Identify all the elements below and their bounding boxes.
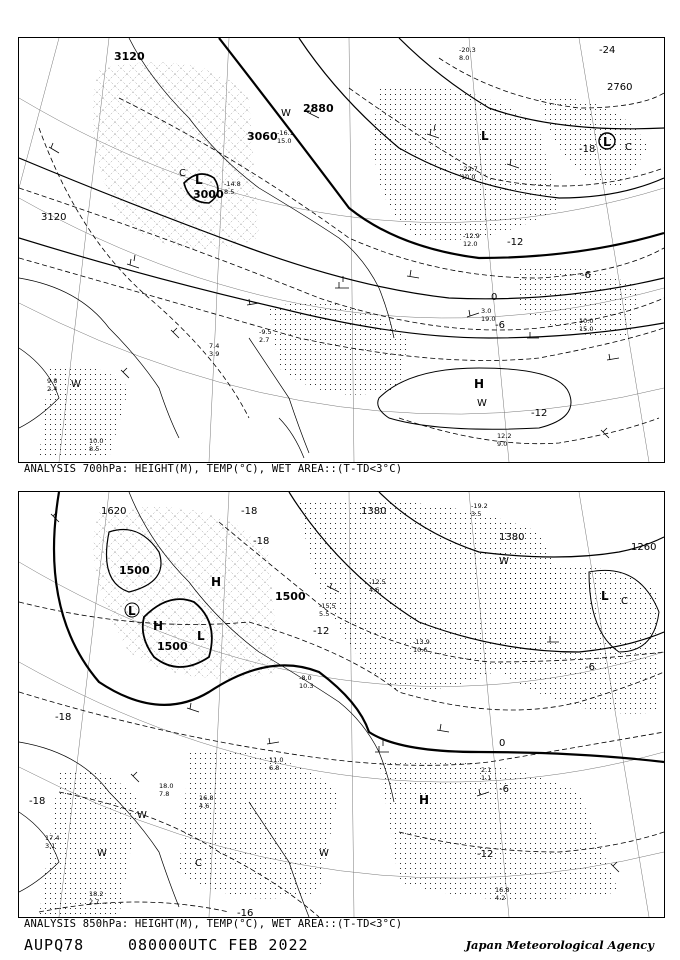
svg-text:3.1: 3.1: [45, 842, 56, 850]
svg-text:-22.7: -22.7: [461, 165, 478, 173]
svg-text:-20.3: -20.3: [459, 46, 476, 54]
chart-700hpa-svg: [19, 38, 664, 462]
svg-text:7.8: 7.8: [159, 790, 170, 798]
svg-text:3.5: 3.5: [471, 510, 482, 518]
low-marker: L: [128, 604, 136, 618]
warm-marker: W: [499, 556, 509, 567]
temp-label: -24: [599, 45, 616, 56]
svg-text:17.4: 17.4: [45, 834, 60, 842]
svg-text:-8.0: -8.0: [299, 674, 312, 682]
svg-text:4.2: 4.2: [495, 894, 506, 902]
svg-text:10.3: 10.3: [299, 682, 314, 690]
svg-text:3.9: 3.9: [209, 350, 220, 358]
station-plot: [481, 766, 491, 782]
height-label: 3120: [114, 50, 145, 63]
caption-700hpa: ANALYSIS 700hPa: HEIGHT(M), TEMP(°C), WET AREA::(T-TD<3°C): [24, 463, 403, 475]
svg-text:8.5: 8.5: [89, 445, 100, 453]
station-plot: [579, 317, 593, 333]
svg-text:11.0: 11.0: [269, 756, 284, 764]
svg-text:18.0: 18.0: [159, 782, 174, 790]
svg-text:10.0: 10.0: [461, 173, 476, 181]
temp-label: -6: [499, 784, 509, 795]
temp-label: -18: [241, 506, 258, 517]
svg-text:15.0: 15.0: [579, 325, 594, 333]
svg-text:2.1: 2.1: [481, 766, 492, 774]
height-label: 2760: [607, 82, 633, 93]
high-marker: H: [474, 377, 485, 391]
warm-marker: W: [137, 810, 147, 821]
low-marker: L: [603, 135, 611, 149]
svg-text:-15.5: -15.5: [319, 602, 336, 610]
svg-text:-14.8: -14.8: [224, 180, 241, 188]
temp-label: -6: [581, 270, 591, 281]
high-marker: H: [419, 793, 430, 807]
warm-marker: W: [71, 379, 81, 390]
height-label: 1620: [101, 506, 127, 517]
low-marker: L: [601, 589, 609, 603]
svg-text:-12.9: -12.9: [463, 232, 480, 240]
low-marker: L: [481, 129, 489, 143]
high-marker: H: [211, 575, 222, 589]
svg-text:-13.9: -13.9: [413, 638, 430, 646]
station-plot: [461, 165, 478, 181]
station-plot: [463, 232, 480, 248]
height-label: 1500: [275, 590, 306, 603]
svg-text:8.5: 8.5: [224, 188, 235, 196]
temp-label: -12: [477, 849, 494, 860]
station-plot: [299, 674, 313, 690]
svg-text:5.5: 5.5: [319, 610, 330, 618]
temp-label: -6: [495, 320, 505, 331]
chart-700hpa: [18, 37, 665, 463]
height-label: 1380: [499, 532, 525, 543]
high-marker: H: [153, 619, 164, 633]
svg-text:9.0: 9.0: [497, 440, 508, 448]
station-plot: [47, 377, 57, 393]
height-label: 1260: [631, 542, 657, 553]
svg-text:15.0: 15.0: [277, 137, 292, 145]
low-marker: L: [195, 173, 203, 187]
cold-marker: C: [179, 168, 186, 179]
temp-label: -18: [55, 712, 72, 723]
temp-label: -6: [585, 662, 595, 673]
station-plot: [413, 638, 430, 654]
station-plot: [459, 46, 476, 62]
warm-marker: W: [319, 848, 329, 859]
height-label: 1500: [119, 564, 150, 577]
svg-text:16.8: 16.8: [495, 886, 510, 894]
temp-label: -12: [313, 626, 330, 637]
chart-code: AUPQ78: [24, 936, 85, 954]
svg-text:16.8: 16.8: [199, 794, 214, 802]
cold-marker: C: [195, 858, 202, 869]
caption-850hpa: ANALYSIS 850hPa: HEIGHT(M), TEMP(°C), WET AREA::(T-TD<3°C): [24, 918, 403, 930]
svg-text:2.7: 2.7: [259, 336, 270, 344]
svg-text:10.0: 10.0: [579, 317, 594, 325]
temp-label: 0: [491, 292, 498, 303]
low-marker: L: [197, 629, 205, 643]
station-plot: [277, 129, 294, 145]
station-plot: [481, 307, 495, 323]
svg-text:10.6: 10.6: [413, 646, 428, 654]
svg-text:1.1: 1.1: [481, 774, 492, 782]
cold-marker: C: [621, 596, 628, 607]
svg-text:-19.2: -19.2: [471, 502, 488, 510]
svg-text:-12.5: -12.5: [369, 578, 386, 586]
svg-text:-9.5: -9.5: [259, 328, 272, 336]
height-label: 3060: [247, 130, 278, 143]
height-label: 3120: [41, 212, 67, 223]
temp-label: -12: [531, 408, 548, 419]
height-label: 2880: [303, 102, 334, 115]
chart-850hpa-svg: [19, 492, 664, 917]
height-label: 1500: [157, 640, 188, 653]
height-label: 1380: [361, 506, 387, 517]
svg-text:8.0: 8.0: [459, 54, 470, 62]
svg-text:12.0: 12.0: [463, 240, 478, 248]
svg-text:19.0: 19.0: [481, 315, 496, 323]
svg-text:10.0: 10.0: [89, 437, 104, 445]
svg-text:12.2: 12.2: [497, 432, 512, 440]
svg-text:9.8: 9.8: [47, 377, 58, 385]
svg-text:6.8: 6.8: [269, 764, 280, 772]
cold-marker: C: [625, 142, 632, 153]
temp-label: -18: [253, 536, 270, 547]
svg-text:7.4: 7.4: [209, 342, 220, 350]
temp-label: -16: [237, 908, 254, 917]
temp-label: -12: [507, 237, 524, 248]
station-plot: [259, 328, 272, 344]
wet-areas: [39, 500, 659, 917]
station-plot: [159, 782, 173, 798]
svg-text:18.2: 18.2: [89, 890, 104, 898]
temp-label: 0: [499, 738, 506, 749]
temp-label: -18: [579, 144, 596, 155]
warm-marker: W: [97, 848, 107, 859]
svg-text:2.4: 2.4: [47, 385, 58, 393]
warm-marker: W: [281, 108, 291, 119]
chart-850hpa: [18, 491, 665, 918]
height-label: 3000: [193, 188, 224, 201]
temp-label: -18: [29, 796, 46, 807]
svg-text:-16.1: -16.1: [277, 129, 294, 137]
station-plot: [497, 432, 511, 448]
analysis-time: 080000UTC FEB 2022: [128, 936, 309, 954]
svg-text:2.7: 2.7: [89, 898, 100, 906]
agency-credit: Japan Meteorological Agency: [465, 938, 654, 952]
svg-text:4.6: 4.6: [199, 802, 210, 810]
warm-marker: W: [477, 398, 487, 409]
svg-text:4.6: 4.6: [369, 586, 380, 594]
svg-text:3.0: 3.0: [481, 307, 492, 315]
station-plot: [209, 342, 219, 358]
